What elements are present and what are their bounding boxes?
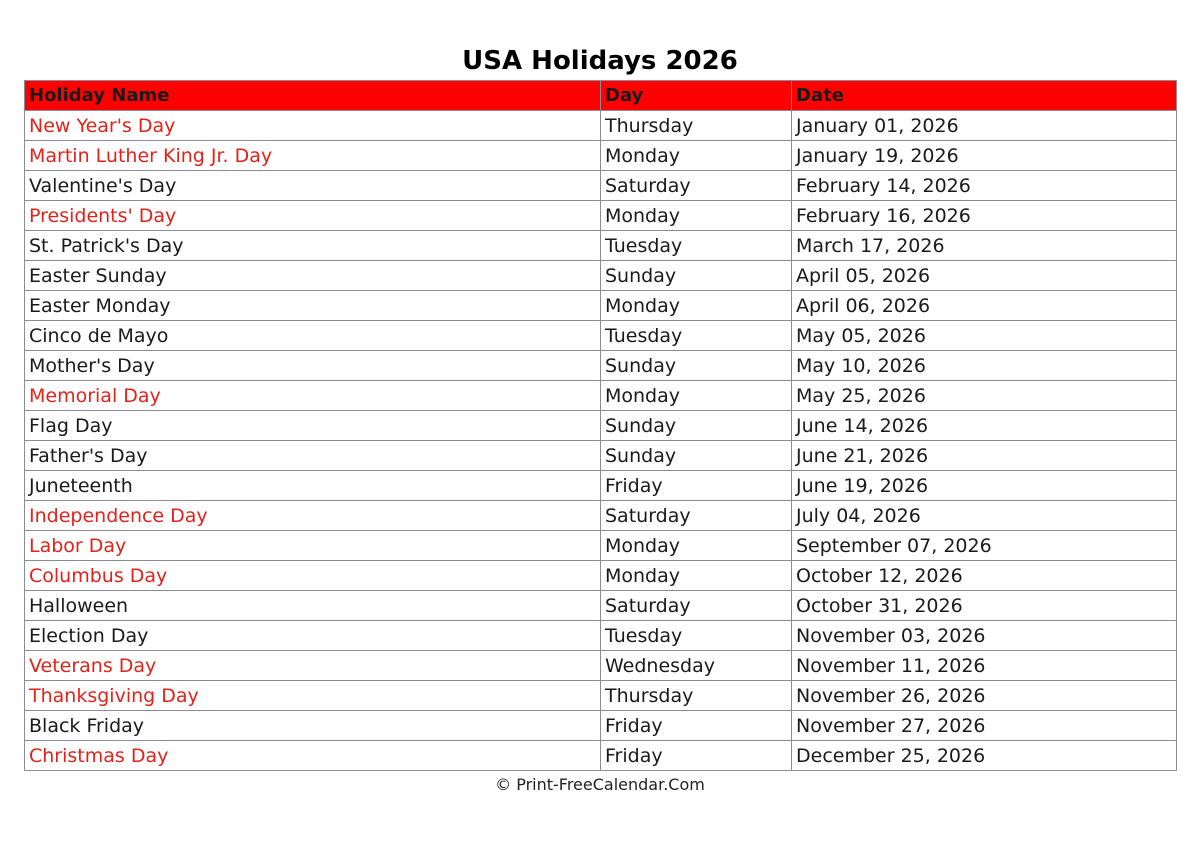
- day-cell: Monday: [601, 381, 792, 411]
- day-cell: Saturday: [601, 591, 792, 621]
- day-cell: Thursday: [601, 681, 792, 711]
- holiday-name-cell: Cinco de Mayo: [25, 321, 601, 351]
- table-row: [25, 621, 1177, 651]
- day-cell: Monday: [601, 561, 792, 591]
- holiday-name-cell: Flag Day: [25, 411, 601, 441]
- table-row: [25, 531, 1177, 561]
- holiday-name-cell: Father's Day: [25, 441, 601, 471]
- table-row: [25, 321, 1177, 351]
- day-cell: Sunday: [601, 441, 792, 471]
- table-row: [25, 201, 1177, 231]
- day-cell: Wednesday: [601, 651, 792, 681]
- table-row: [25, 741, 1177, 771]
- holiday-name-cell: Easter Sunday: [25, 261, 601, 291]
- table-row: [25, 381, 1177, 411]
- table-row: [25, 351, 1177, 381]
- column-header-day: Day: [601, 81, 792, 111]
- date-cell: October 31, 2026: [792, 591, 1177, 621]
- table-row: [25, 411, 1177, 441]
- day-cell: Saturday: [601, 171, 792, 201]
- holiday-name-cell: Columbus Day: [25, 561, 601, 591]
- holiday-name-cell: Mother's Day: [25, 351, 601, 381]
- table-row: [25, 441, 1177, 471]
- day-cell: Tuesday: [601, 231, 792, 261]
- day-cell: Sunday: [601, 351, 792, 381]
- column-header-holiday-name: Holiday Name: [25, 81, 601, 111]
- day-cell: Friday: [601, 741, 792, 771]
- date-cell: September 07, 2026: [792, 531, 1177, 561]
- date-cell: March 17, 2026: [792, 231, 1177, 261]
- table-row: [25, 291, 1177, 321]
- day-cell: Monday: [601, 201, 792, 231]
- date-cell: July 04, 2026: [792, 501, 1177, 531]
- holiday-name-cell: Valentine's Day: [25, 171, 601, 201]
- table-row: [25, 501, 1177, 531]
- holidays-table: [24, 80, 1177, 771]
- date-cell: November 26, 2026: [792, 681, 1177, 711]
- date-cell: April 05, 2026: [792, 261, 1177, 291]
- page-title: USA Holidays 2026: [462, 46, 738, 76]
- holiday-name-cell: Halloween: [25, 591, 601, 621]
- holiday-name-cell: Labor Day: [25, 531, 601, 561]
- date-cell: February 16, 2026: [792, 201, 1177, 231]
- table-row: [25, 651, 1177, 681]
- day-cell: Monday: [601, 141, 792, 171]
- table-header: [25, 81, 1177, 111]
- date-cell: December 25, 2026: [792, 741, 1177, 771]
- table-row: [25, 171, 1177, 201]
- date-cell: January 01, 2026: [792, 111, 1177, 141]
- holiday-name-cell: New Year's Day: [25, 111, 601, 141]
- date-cell: April 06, 2026: [792, 291, 1177, 321]
- date-cell: June 14, 2026: [792, 411, 1177, 441]
- table-body: [25, 111, 1177, 771]
- day-cell: Monday: [601, 291, 792, 321]
- date-cell: November 27, 2026: [792, 711, 1177, 741]
- date-cell: November 03, 2026: [792, 621, 1177, 651]
- holiday-name-cell: Veterans Day: [25, 651, 601, 681]
- holiday-name-cell: Martin Luther King Jr. Day: [25, 141, 601, 171]
- day-cell: Sunday: [601, 261, 792, 291]
- table-row: [25, 591, 1177, 621]
- holiday-name-cell: Presidents' Day: [25, 201, 601, 231]
- column-header-date: Date: [792, 81, 1177, 111]
- day-cell: Thursday: [601, 111, 792, 141]
- date-cell: June 19, 2026: [792, 471, 1177, 501]
- date-cell: October 12, 2026: [792, 561, 1177, 591]
- date-cell: May 05, 2026: [792, 321, 1177, 351]
- holiday-name-cell: Independence Day: [25, 501, 601, 531]
- day-cell: Monday: [601, 531, 792, 561]
- date-cell: January 19, 2026: [792, 141, 1177, 171]
- date-cell: February 14, 2026: [792, 171, 1177, 201]
- holiday-name-cell: St. Patrick's Day: [25, 231, 601, 261]
- holiday-name-cell: Juneteenth: [25, 471, 601, 501]
- day-cell: Tuesday: [601, 321, 792, 351]
- date-cell: November 11, 2026: [792, 651, 1177, 681]
- holiday-name-cell: Election Day: [25, 621, 601, 651]
- day-cell: Tuesday: [601, 621, 792, 651]
- table-row: [25, 471, 1177, 501]
- day-cell: Friday: [601, 471, 792, 501]
- holiday-name-cell: Thanksgiving Day: [25, 681, 601, 711]
- day-cell: Friday: [601, 711, 792, 741]
- table-row: [25, 561, 1177, 591]
- table-row: [25, 681, 1177, 711]
- day-cell: Saturday: [601, 501, 792, 531]
- holiday-name-cell: Black Friday: [25, 711, 601, 741]
- table-row: [25, 711, 1177, 741]
- holiday-name-cell: Christmas Day: [25, 741, 601, 771]
- table-row: [25, 111, 1177, 141]
- table-row: [25, 141, 1177, 171]
- date-cell: May 10, 2026: [792, 351, 1177, 381]
- table-row: [25, 231, 1177, 261]
- holiday-name-cell: Easter Monday: [25, 291, 601, 321]
- header-row: [25, 81, 1177, 111]
- holiday-name-cell: Memorial Day: [25, 381, 601, 411]
- day-cell: Sunday: [601, 411, 792, 441]
- date-cell: May 25, 2026: [792, 381, 1177, 411]
- date-cell: June 21, 2026: [792, 441, 1177, 471]
- table-row: [25, 261, 1177, 291]
- footer-credit: © Print-FreeCalendar.Com: [495, 775, 705, 794]
